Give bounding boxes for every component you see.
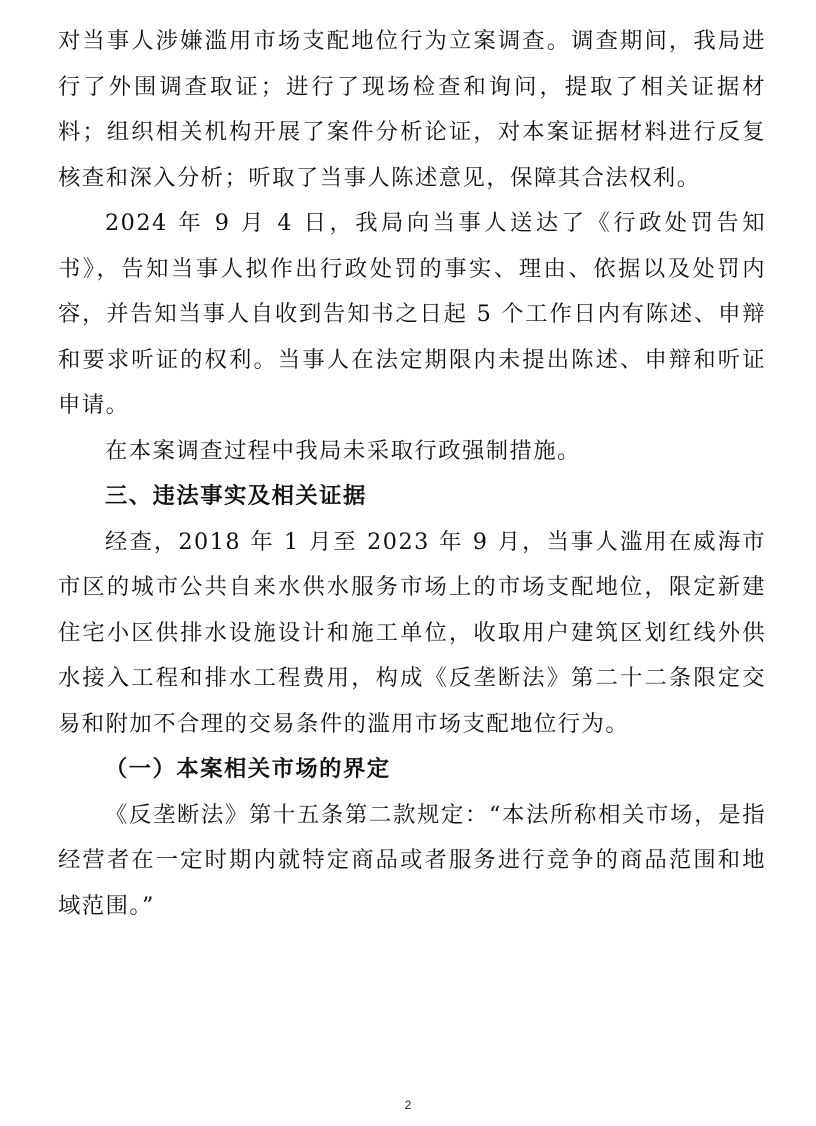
- paragraph-notice: 2024 年 9 月 4 日，我局向当事人送达了《行政处罚告知书》，告知当事人拟作出行政处罚的事实、理由、依据以及处罚内容，并告知当事人自收到告知书之日起 5 个工作日内有陈述、申辩和要求听证的权利。当事人在法定期限内未提出陈述、申辩和听证申请。: [58, 210, 766, 418]
- paragraph-relevant-market: 《反垄断法》第十五条第二款规定：“本法所称相关市场，是指经营者在一定时期内就特定商品或者服务进行竞争的商品范围和地域范围。”: [58, 801, 766, 919]
- paragraph-investigation: 对当事人涉嫌滥用市场支配地位行为立案调查。调查期间，我局进行了外围调查取证；进行了现场检查和询问，提取了相关证据材料；组织相关机构开展了案件分析论证，对本案证据材料进行反复核查和深入分析；听取了当事人陈述意见，保障其合法权利。: [58, 28, 766, 191]
- paragraph-no-coercive-measures: 在本案调查过程中我局未采取行政强制措施。: [105, 437, 581, 464]
- paragraph-illegal-facts: 经查，2018 年 1 月至 2023 年 9 月，当事人滥用在威海市市区的城市公共自来水供水服务市场上的市场支配地位，限定新建住宅小区供排水设施设计和施工单位，收取用户建筑区划红线外供水接入工程和排水工程费用，构成《反垄断法》第二十二条限定交易和附加不合理的交易条件的滥用市场支配地位行为。: [58, 528, 766, 737]
- page-number: 2: [404, 1098, 412, 1112]
- document-body: [58, 19, 766, 929]
- section-heading: 三、违法事实及相关证据: [105, 483, 367, 509]
- subsection-heading: （一）本案相关市场的界定: [105, 756, 391, 782]
